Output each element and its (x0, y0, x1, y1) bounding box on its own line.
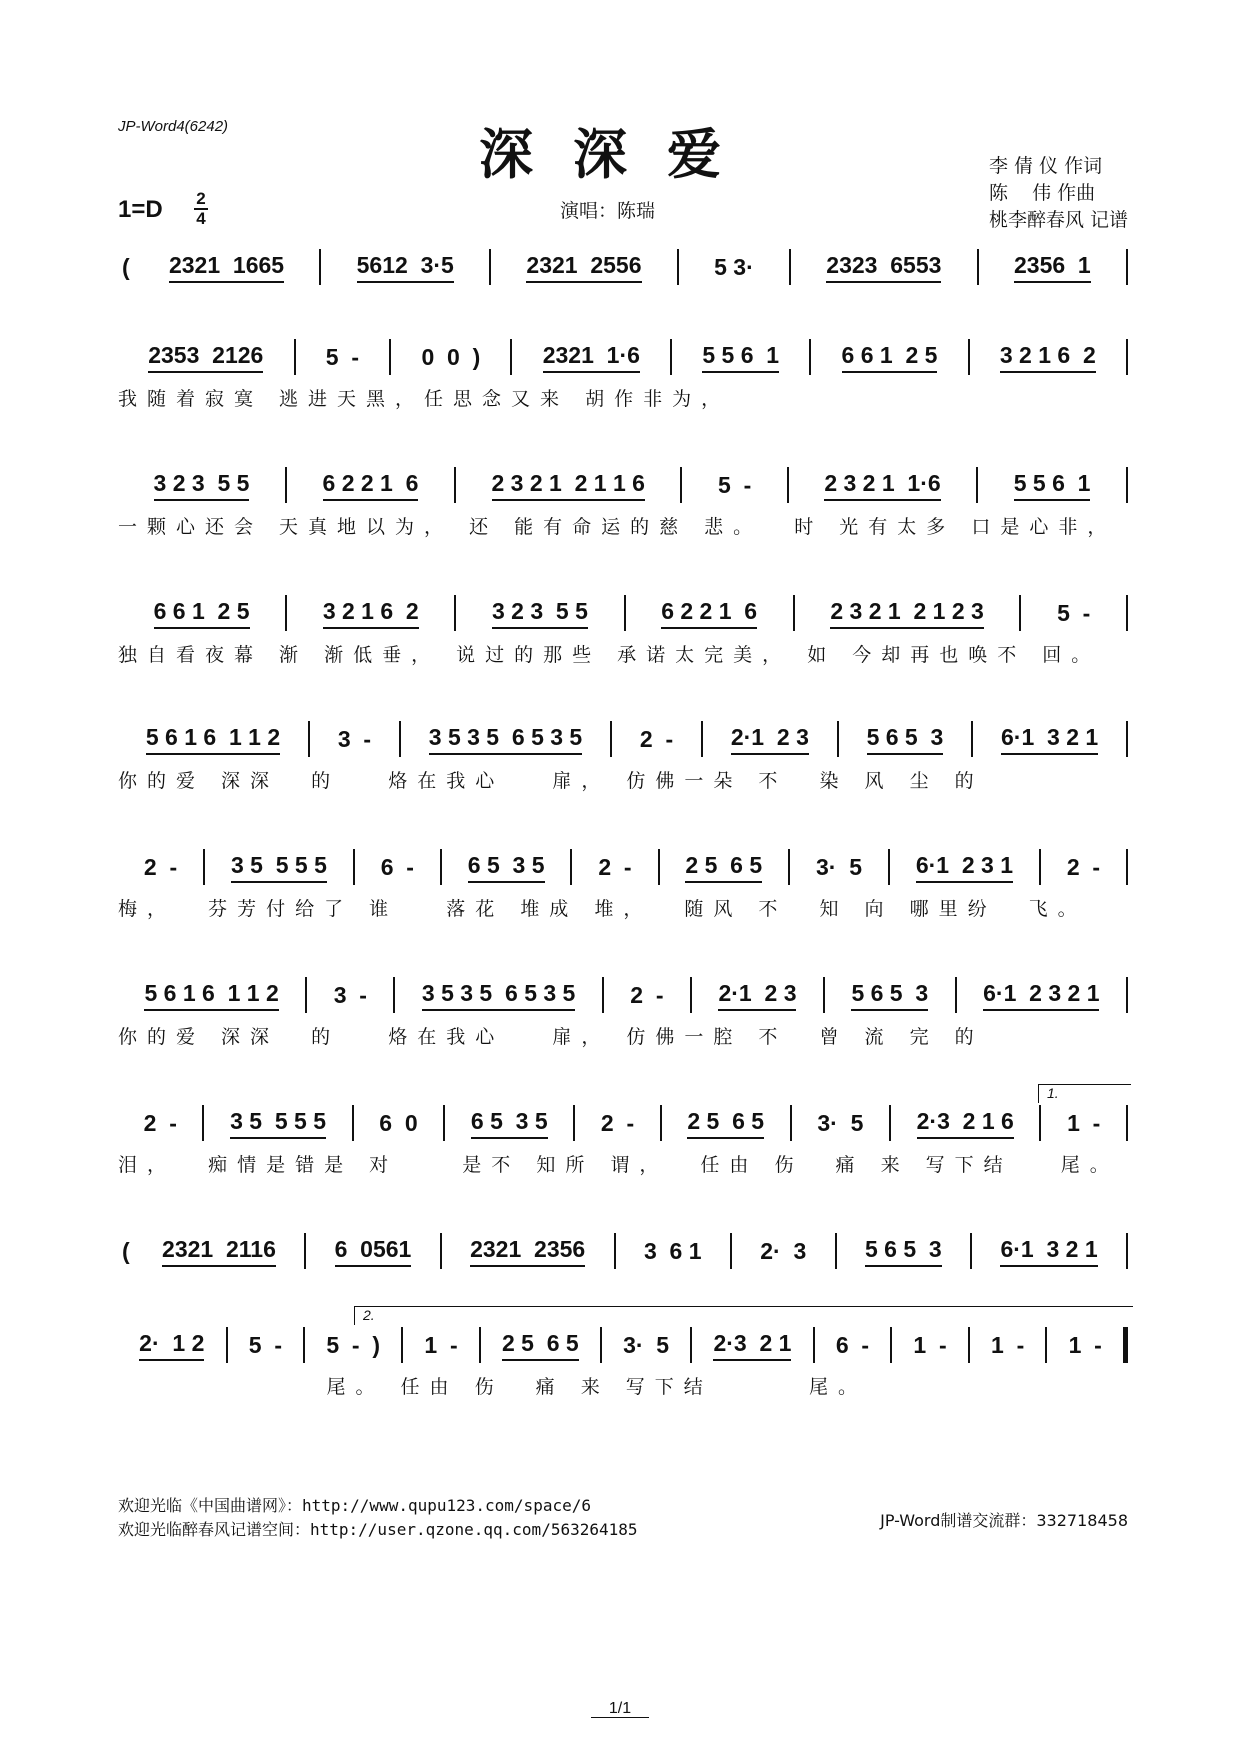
measure (892, 1332, 968, 1359)
measure-notes: 6 6 1 2 5 (842, 342, 938, 373)
measure (287, 470, 454, 501)
measure (1021, 600, 1126, 627)
bar-line (1126, 467, 1128, 503)
measure-notes: 5 6 1 6 1 1 2 (146, 724, 280, 755)
measure (118, 1110, 202, 1137)
measure-notes: 5 5 6 1 (1014, 470, 1091, 501)
measure (491, 252, 677, 283)
score-system (118, 1085, 1128, 1178)
measure (575, 1110, 659, 1137)
measure (395, 980, 601, 1011)
lyrics-row (118, 892, 1128, 922)
volta-bracket: 2. (354, 1306, 1133, 1325)
measure (890, 852, 1039, 883)
page-number (0, 1700, 1240, 1718)
measure-notes: 2 - (143, 1109, 177, 1136)
time-signature (194, 190, 208, 228)
singer-label: 演唱：陈瑞 (560, 200, 656, 222)
score-system (118, 978, 1128, 1050)
measure (481, 1330, 600, 1361)
measure (1041, 854, 1126, 881)
measure-notes: 3 2 3 5 5 (154, 470, 250, 501)
bar-line (1126, 977, 1128, 1013)
lyrics-text: 尾。 任由 伤 痛 来 写下结 尾。 (118, 1375, 867, 1398)
measure-notes: 3 5 3 5 6 5 3 5 (429, 724, 582, 755)
bar-line (1126, 849, 1128, 885)
bar-line (1126, 1105, 1128, 1141)
lyrics-row (118, 1370, 1128, 1400)
lyrics-text: 你的爱 深深 的 烙在我心 扉， 仿佛一腔 不 曾 流 完 的 (118, 1025, 984, 1048)
notation-row (118, 340, 1128, 374)
measure (660, 852, 789, 883)
measure-notes: 1 - (1068, 1331, 1102, 1358)
credit-lyricist: 李 倩 仪 作词 (988, 155, 1103, 177)
measure-notes: 2·1 2 3 (731, 724, 809, 755)
lyrics-row (118, 292, 1128, 322)
measure (973, 724, 1126, 755)
measure (790, 854, 888, 881)
footer-links (118, 1494, 638, 1542)
lyrics-text: 一颗心还会 天真地以为， 还 能有命运的慈 悲。 时 光有太多 口是心非， (118, 515, 1117, 538)
measure-notes: 3· 5 (623, 1331, 670, 1358)
measure (602, 1332, 690, 1359)
lyrics-row (118, 1276, 1128, 1306)
notation-row (118, 468, 1128, 502)
measure-notes: 3· 5 (817, 1109, 864, 1136)
measure-notes: 6 6 1 2 5 (154, 598, 250, 629)
measure-notes: 2321 2116 (162, 1236, 276, 1267)
measure (811, 342, 967, 373)
measure-notes: 3 5 5 5 5 (230, 1108, 326, 1139)
measure-notes: 2 3 2 1 2 1 2 3 (830, 598, 983, 629)
measure-notes: 5 6 5 3 (851, 980, 928, 1011)
measure (970, 1332, 1046, 1359)
measure-notes: 5 5 6 1 (702, 342, 779, 373)
measure-notes: 6 0 (379, 1109, 418, 1136)
measure (825, 980, 955, 1011)
measure (391, 344, 510, 371)
measure-notes: 2· 3 (760, 1237, 807, 1264)
measure-notes: 2 - (600, 1109, 635, 1136)
measure-notes: 3 5 5 5 5 (231, 852, 327, 883)
measure-notes: 2 5 6 5 (502, 1330, 579, 1361)
measure-notes: 3 - (337, 725, 372, 752)
measure (228, 1332, 304, 1359)
measure-notes: 2356 1 (1014, 252, 1091, 283)
bar-line (1126, 339, 1128, 375)
score-system (118, 596, 1128, 668)
measure (891, 1108, 1039, 1139)
measure-notes: 6 2 2 1 6 (661, 598, 757, 629)
measure-notes: 2321 2556 (526, 252, 641, 283)
measure (1041, 1110, 1125, 1137)
measure (118, 980, 305, 1011)
notation-row (118, 1234, 1128, 1268)
measure-notes: 5 - ) (326, 1331, 381, 1358)
measure-notes: 6·1 3 2 1 (1001, 724, 1098, 755)
measure-notes: 5 6 5 3 (867, 724, 944, 755)
measure-notes: 2 3 2 1 2 1 1 6 (492, 470, 645, 501)
measure-notes: 1 - (913, 1331, 947, 1358)
measure (612, 726, 701, 753)
measure (972, 1236, 1126, 1267)
measure (305, 1332, 401, 1359)
measure (456, 470, 681, 501)
measure-notes: 5612 3·5 (357, 252, 454, 283)
lyrics-row (118, 1020, 1128, 1050)
time-top: 2 (196, 189, 206, 208)
lyrics-text: 梅， 芬芳付给了 谁 落花 堆成 堆， 随风 不 知 向 哪里纷 飞。 (118, 897, 1087, 920)
measure-notes: 2323 6553 (826, 252, 941, 283)
source-label: JP-Word4(6242) (118, 118, 229, 135)
measure (205, 852, 353, 883)
credits (989, 153, 1128, 234)
measure (512, 342, 670, 373)
time-bottom: 4 (196, 209, 206, 228)
measure (837, 1236, 970, 1267)
measure (118, 854, 203, 881)
score-system (118, 468, 1128, 540)
measure (134, 252, 320, 283)
measure-notes: 3 2 1 6 2 (323, 598, 419, 629)
measure (306, 1236, 439, 1267)
score-system (118, 1234, 1128, 1306)
measure-notes: 5 6 5 3 (865, 1236, 942, 1267)
measure-notes: 6 - (380, 853, 414, 880)
measure-notes: 2·3 2 1 6 (917, 1108, 1014, 1139)
key-signature: 1=D (118, 196, 163, 223)
bar-line (1126, 595, 1128, 631)
measure (310, 726, 399, 753)
measure (355, 854, 440, 881)
measure (604, 982, 690, 1009)
bar-line (1123, 1327, 1128, 1363)
measure-notes: 5 6 1 6 1 1 2 (144, 980, 278, 1011)
score-system (118, 340, 1128, 412)
measure (682, 472, 786, 499)
measure-notes: 3 2 1 6 2 (1000, 342, 1096, 373)
measure (134, 1236, 305, 1267)
measure-notes: 2 - (598, 853, 632, 880)
score-system (118, 1307, 1128, 1400)
measure (789, 470, 976, 501)
measure-notes: 5 - (718, 471, 752, 498)
lyrics-text: 我随着寂寞 逃进天黑，任思念又来 胡作非为， (118, 387, 731, 410)
measure (442, 852, 571, 883)
lyrics-row (118, 1148, 1128, 1178)
open-paren: ( (122, 253, 130, 280)
lyrics-text: 你的爱 深深 的 烙在我心 扉， 仿佛一朵 不 染 风 尘 的 (118, 769, 984, 792)
measure (970, 342, 1126, 373)
credit-composer: 陈 伟 作曲 (988, 182, 1096, 204)
measure-notes: 2 - (1066, 853, 1101, 880)
measure (403, 1332, 479, 1359)
lyrics-row (118, 382, 1128, 412)
bar-line (1126, 1233, 1128, 1269)
measure-notes: 2 - (639, 725, 674, 752)
measure (792, 1110, 889, 1137)
notation-row (118, 596, 1128, 630)
measure-notes: 2321 1·6 (543, 342, 640, 373)
measure-notes: 2353 2126 (148, 342, 263, 373)
measure (795, 598, 1020, 629)
measure (118, 724, 308, 755)
footer-link-qzone[interactable]: 欢迎光临醉春风记谱空间：http://user.qzone.qq.com/563264185 (118, 1520, 638, 1539)
measure (839, 724, 971, 755)
measure (662, 1108, 790, 1139)
measure (204, 1108, 351, 1139)
page-title: 深深爱 (479, 122, 761, 186)
notation-row (118, 1328, 1128, 1362)
measure-notes: 6 0561 (335, 1236, 412, 1267)
measure-notes: 5 3· (714, 253, 754, 280)
lyrics-text: 泪， 痴情是错是 对 是不 知所 谓， 任由 伤 痛 来 写下结 尾。 (118, 1153, 1119, 1176)
measure-notes: 0 0 ) (421, 343, 481, 370)
measure (978, 470, 1126, 501)
open-paren: ( (122, 1237, 130, 1264)
measure (703, 724, 837, 755)
measure (791, 252, 977, 283)
measure-notes: 6 2 2 1 6 (323, 470, 419, 501)
measure (354, 1110, 444, 1137)
score-system (118, 850, 1128, 922)
measure (957, 980, 1126, 1011)
volta-bracket: 1. (1038, 1084, 1131, 1103)
measure-notes: 2 3 2 1 1·6 (824, 470, 940, 501)
measure (456, 598, 623, 629)
measure (626, 598, 793, 629)
measure-notes: 6·1 2 3 2 1 (983, 980, 1099, 1011)
measure-notes: 3 - (333, 981, 367, 1008)
measure-notes: 3 6 1 (643, 1237, 702, 1264)
measure-notes: 6 5 3 5 (468, 852, 545, 883)
credit-transcriber: 桃李醉春风 记谱 (988, 209, 1128, 231)
notation-row (118, 722, 1128, 756)
measure (118, 342, 294, 373)
measure (572, 854, 657, 881)
measure-notes: 2321 1665 (169, 252, 284, 283)
measure-notes: 6·1 3 2 1 (1000, 1236, 1097, 1267)
measure (692, 980, 823, 1011)
measure (401, 724, 610, 755)
measure (296, 344, 390, 371)
notation-row (118, 250, 1128, 284)
measure-notes: 6·1 2 3 1 (916, 852, 1013, 883)
measure-notes: 5 - (248, 1331, 282, 1358)
measure (118, 1330, 226, 1361)
measure-notes: 1 - (424, 1331, 458, 1358)
measure (616, 1238, 730, 1265)
measure (1047, 1332, 1123, 1359)
bar-line (1126, 249, 1128, 285)
measure-notes: 2·3 2 1 (713, 1330, 791, 1361)
measure (692, 1330, 812, 1361)
measure-notes: 2 - (630, 981, 664, 1008)
measure-notes: 2 5 6 5 (685, 852, 762, 883)
footer-link-qupu[interactable]: 欢迎光临《中国曲谱网》：http://www.qupu123.com/space/6 (118, 1496, 591, 1515)
lyrics-row (118, 764, 1128, 794)
measure (118, 598, 285, 629)
measure-notes: 3 5 3 5 6 5 3 5 (422, 980, 575, 1011)
measure (118, 470, 285, 501)
measure-notes: 6 5 3 5 (471, 1108, 548, 1139)
bar-line (1126, 721, 1128, 757)
footer-group: JP-Word制谱交流群：332718458 (880, 1511, 1128, 1530)
measure (442, 1236, 614, 1267)
measure (307, 982, 393, 1009)
measure (445, 1108, 573, 1139)
measure-notes: 2 5 6 5 (687, 1108, 764, 1139)
measure-notes: 3· 5 (815, 853, 862, 880)
measure-notes: 1 - (991, 1331, 1025, 1358)
page-number-text: 1/1 (591, 1700, 649, 1718)
measure (732, 1238, 835, 1265)
measure-notes: 2·1 2 3 (718, 980, 796, 1011)
measure-notes: 2· 1 2 (139, 1330, 204, 1361)
measure-notes: 6 - (835, 1331, 870, 1358)
notation-row (118, 850, 1128, 884)
measure (979, 252, 1126, 283)
notation-row (118, 1106, 1128, 1140)
measure-notes: 2321 2356 (470, 1236, 585, 1267)
score-system (118, 722, 1128, 794)
measure (815, 1332, 891, 1359)
measure-notes: 2 - (143, 853, 178, 880)
measure (679, 254, 789, 281)
lyrics-row (118, 510, 1128, 540)
lyrics-text: 独自看夜幕 渐 渐低垂， 说过的那些 承诺太完美， 如 今却再也唤不 回。 (118, 643, 1101, 666)
measure-notes: 1 - (1067, 1109, 1101, 1136)
notation-row (118, 978, 1128, 1012)
measure (321, 252, 489, 283)
measure-notes: 3 2 3 5 5 (492, 598, 588, 629)
score-system (118, 250, 1128, 322)
measure-notes: 5 - (1057, 599, 1091, 626)
lyrics-row (118, 638, 1128, 668)
measure (287, 598, 454, 629)
measure (672, 342, 809, 373)
measure-notes: 5 - (325, 343, 360, 370)
